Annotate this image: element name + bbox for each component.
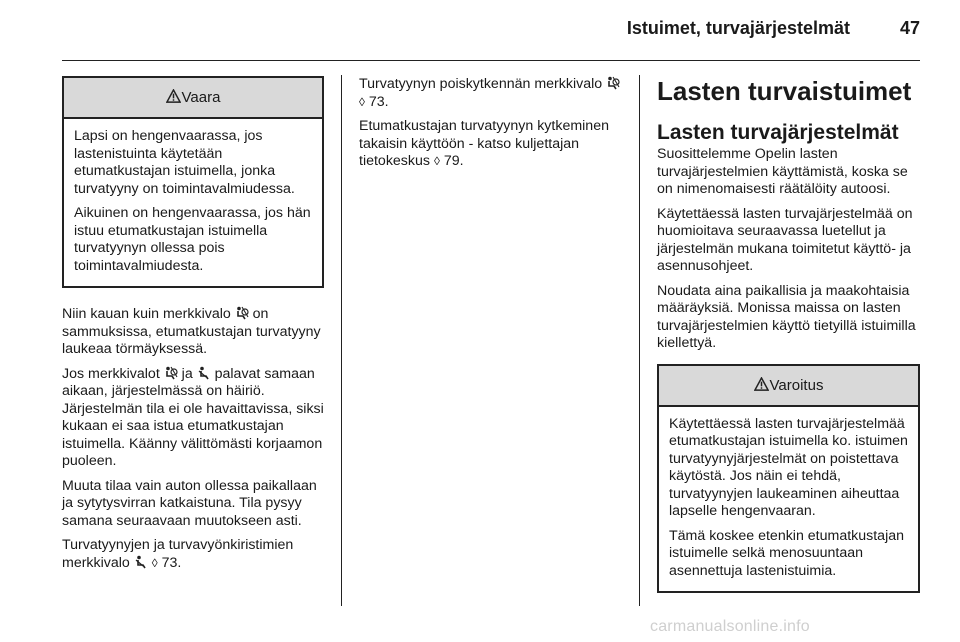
caution-box-title: Varoitus	[769, 376, 824, 394]
child-seat-paragraph-2: Käytettäessä lasten turvajärjestelmää on huomioitava seuraavassa luetellut ja järjestelmän mukana toimitetut käyttö- ja asennusohjeet.	[657, 205, 913, 274]
column-1	[62, 76, 324, 579]
danger-paragraph-2: Aikuinen on hengenvaarassa, jos hän istuu etumatkustajan istuimella turvatyynyn ollessa pois toimintavalmiudesta.	[74, 205, 311, 274]
caution-paragraph-1: Käytettäessä lasten turvajärjestelmää etumatkustajan istuimella ko. istuimen turvatyynyjärjestelmät on poistettava käytöstä. Jos näin ei tehdä, turvatyynyjen laukeaminen aiheuttaa lapselle hengenvaaran.	[669, 415, 908, 519]
seatbelt-lamp-icon	[197, 366, 211, 380]
danger-box-title: Vaara	[181, 89, 221, 106]
text-run: Turvatyynyjen ja turvavyönkiristimien merkkivalo	[62, 537, 294, 571]
text-run: Jos merkkivalot	[62, 365, 160, 382]
fault-paragraph	[62, 366, 324, 471]
page-number: 47	[899, 18, 920, 38]
text-run: on sammuksissa, etumatkustajan turvatyyny laukeaa törmäyksessä.	[62, 306, 321, 357]
page-reference[interactable]: 79.	[443, 153, 464, 169]
text-run: palavat samaan aikaan, järjestelmässä on häiriö. Järjestelmän tila ei ole havaittavissa, siksi kukaan ei saa istua etumatkustajan istuimella. Käänny välittömästi korjaamon puoleen.	[62, 365, 324, 469]
airbag-reactivation-paragraph	[359, 118, 621, 171]
caution-paragraph-2: Tämä koskee etenkin etumatkustajan istuimelle selkä menosuuntaan asennettuja lastenistuimia.	[669, 527, 905, 579]
reference-arrow-icon: ◊	[151, 555, 158, 570]
caution-box-body	[659, 407, 918, 592]
section-heading: Lasten turvaistuimet	[657, 76, 912, 106]
text-run: Etumatkustajan turvatyynyn kytkeminen takaisin käyttöön - katso kuljettajan tietokeskus	[359, 118, 609, 169]
airbag-deactivation-paragraph	[359, 76, 621, 111]
column-divider-1	[341, 75, 342, 606]
text-run: Niin kauan kuin merkkivalo	[62, 306, 231, 322]
subsection-heading: Lasten turvajärjestelmät	[657, 121, 899, 144]
child-seat-paragraph-1: Suosittelemme Opelin lasten turvajärjestelmien käyttämistä, koska se on nimenomaisesti räätälöity autoosi.	[657, 146, 908, 197]
text-run: Turvatyynyn poiskytkennän merkkivalo	[359, 76, 603, 92]
caution-box	[657, 364, 920, 594]
header-title: Istuimet, turvajärjestelmät	[626, 18, 850, 38]
danger-box-header	[64, 78, 322, 119]
seatbelt-lamp-paragraph	[62, 537, 324, 572]
text-run: ja	[181, 365, 193, 382]
danger-paragraph-1: Lapsi on hengenvaarassa, jos lastenistuinta käytetään etumatkustajan istuimella, jonka turvatyyny on toimintavalmiudessa.	[74, 128, 295, 197]
caution-box-header	[659, 366, 918, 407]
danger-box	[62, 76, 324, 288]
page-reference[interactable]: 73.	[161, 554, 182, 571]
column-divider-2	[639, 75, 640, 606]
warning-triangle-icon	[754, 377, 769, 391]
header-rule	[62, 60, 920, 61]
column-2	[359, 76, 621, 178]
airbag-off-lamp-icon	[164, 366, 178, 380]
airbag-lamp-paragraph	[62, 306, 324, 359]
reference-arrow-icon: ◊	[433, 154, 440, 168]
page-reference[interactable]: 73.	[368, 93, 389, 110]
reference-arrow-icon: ◊	[359, 94, 365, 109]
airbag-off-lamp-icon	[235, 306, 249, 320]
column-3	[657, 76, 920, 611]
watermark: carmanualsonline.info	[650, 618, 810, 635]
danger-box-body	[64, 119, 322, 286]
child-seat-paragraph-3: Noudata aina paikallisia ja maakohtaisia määräyksiä. Monissa maissa on lasten turvajärjestelmien käyttö tietyillä istuimilla kiellettyä.	[657, 282, 916, 351]
airbag-off-lamp-icon	[606, 76, 620, 90]
change-state-paragraph: Muuta tilaa vain auton ollessa paikallaan ja sytytysvirran katkaistuna. Tila pysyy samana seuraavaan muutokseen asti.	[62, 477, 317, 529]
warning-triangle-icon	[166, 89, 181, 103]
seatbelt-lamp-icon	[134, 555, 148, 569]
